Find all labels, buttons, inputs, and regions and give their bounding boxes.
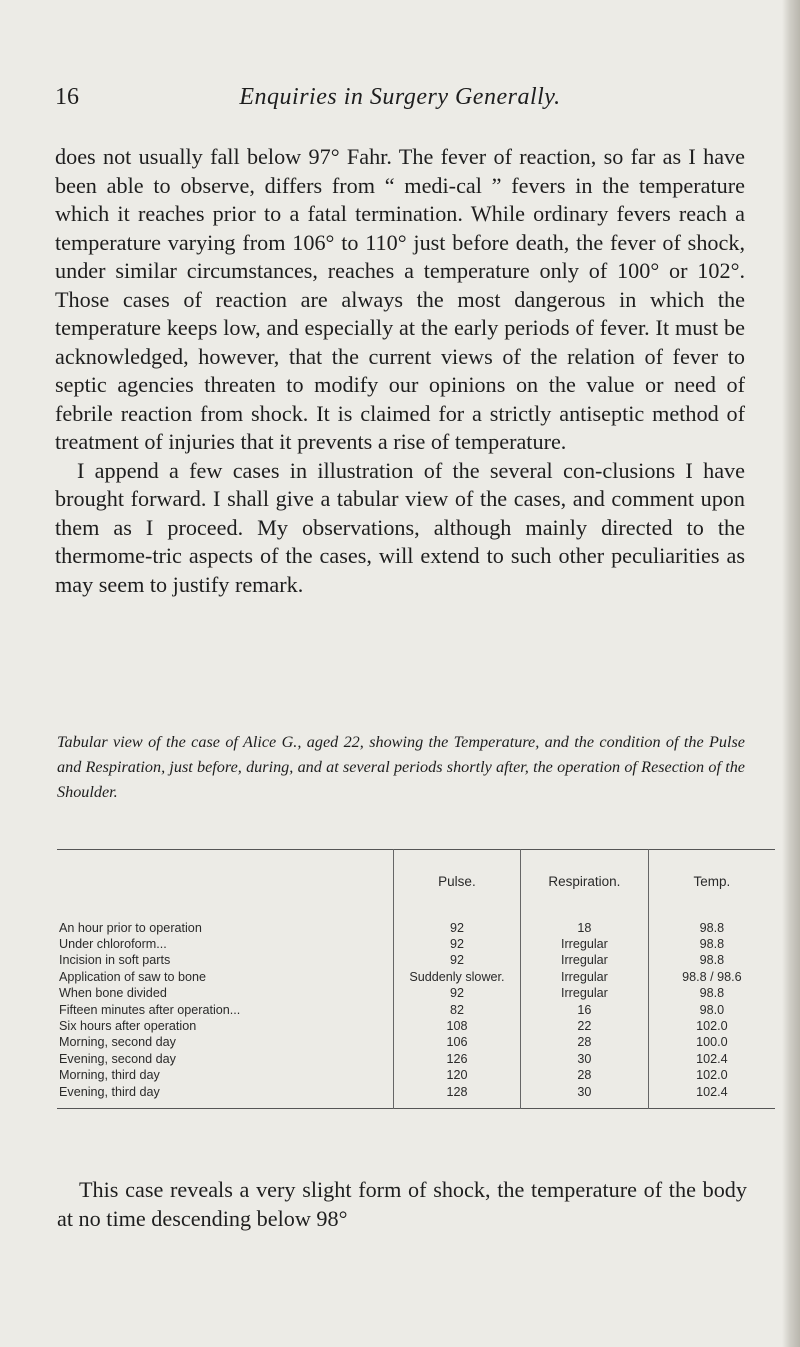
table-row: [57, 952, 775, 968]
row-pulse: 128: [393, 1084, 520, 1109]
closing-text: [57, 1176, 747, 1233]
header-pulse: Pulse.: [393, 850, 520, 914]
case-table: [57, 849, 775, 1109]
table-row: [57, 1051, 775, 1067]
row-pulse: 92: [393, 914, 520, 936]
row-pulse: 92: [393, 952, 520, 968]
running-head: Enquiries in Surgery Generally.: [239, 84, 561, 110]
row-respiration: 30: [521, 1051, 649, 1067]
row-label: When bone divided: [59, 986, 167, 1001]
row-label: Six hours after operation: [59, 1018, 197, 1033]
row-respiration: Irregular: [521, 936, 649, 952]
page-edge-shadow: [782, 0, 800, 1347]
row-label: Incision in soft parts: [59, 953, 171, 968]
row-respiration: 30: [521, 1084, 649, 1109]
row-respiration: 16: [521, 1002, 649, 1018]
row-label: Fifteen minutes after operation...: [59, 1002, 241, 1017]
row-pulse: Suddenly slower.: [393, 969, 520, 985]
body-text: [55, 143, 745, 599]
table-body: [57, 914, 775, 1109]
row-pulse: 126: [393, 1051, 520, 1067]
row-label: Morning, third day: [59, 1068, 160, 1083]
table-row: [57, 1034, 775, 1050]
paragraph-append-cases: I append a few cases in illustration of the several con-clusions I have brought forward. I shall give a tabular view of the cases, and comment upon them as I proceed. My observations, although mainly directed to the thermome-tric aspects of the cases, will extend to such other peculiarities as may seem to justify remark.: [55, 457, 745, 597]
table-row: [57, 936, 775, 952]
table-row: [57, 969, 775, 985]
row-label: An hour prior to operation: [59, 920, 202, 935]
row-respiration: Irregular: [521, 969, 649, 985]
row-temp: 98.8: [648, 914, 775, 936]
row-temp: 98.8: [648, 936, 775, 952]
row-label: Evening, third day: [59, 1084, 160, 1099]
case-table-wrapper: [57, 849, 775, 1109]
row-respiration: 18: [521, 914, 649, 936]
row-pulse: 82: [393, 1002, 520, 1018]
page-number: 16: [55, 84, 79, 110]
header-respiration: Respiration.: [521, 850, 649, 914]
row-temp: 102.0: [648, 1018, 775, 1034]
row-pulse: 120: [393, 1067, 520, 1083]
row-respiration: Irregular: [521, 952, 649, 968]
paragraph-case-reveals: This case reveals a very slight form of shock, the temperature of the body at no time descending below 98°: [57, 1177, 747, 1231]
row-pulse: 106: [393, 1034, 520, 1050]
row-respiration: Irregular: [521, 985, 649, 1001]
row-temp: 100.0: [648, 1034, 775, 1050]
header-label-cell: [57, 850, 393, 914]
table-row: [57, 914, 775, 936]
table-row: [57, 1084, 775, 1109]
row-temp: 98.8: [648, 985, 775, 1001]
row-label: Under chloroform...: [59, 936, 167, 951]
table-row: [57, 985, 775, 1001]
row-label: Evening, second day: [59, 1051, 176, 1066]
table-caption: Tabular view of the case of Alice G., aged 22, showing the Temperature, and the condition of the Pulse and Respiration, just before, during, and at several periods shortly after, the operation of Resection of the Shoulder.: [57, 733, 745, 801]
row-temp: 102.4: [648, 1084, 775, 1109]
row-temp: 98.0: [648, 1002, 775, 1018]
row-respiration: 28: [521, 1034, 649, 1050]
row-pulse: 92: [393, 985, 520, 1001]
row-temp: 102.0: [648, 1067, 775, 1083]
table-row: [57, 1002, 775, 1018]
row-pulse: 108: [393, 1018, 520, 1034]
row-pulse: 92: [393, 936, 520, 952]
row-respiration: 22: [521, 1018, 649, 1034]
row-respiration: 28: [521, 1067, 649, 1083]
row-label: Application of saw to bone: [59, 969, 207, 984]
row-temp: 98.8 / 98.6: [648, 969, 775, 985]
table-row: [57, 1018, 775, 1034]
row-temp: 98.8: [648, 952, 775, 968]
row-temp: 102.4: [648, 1051, 775, 1067]
row-label: Morning, second day: [59, 1035, 176, 1050]
paragraph-fever-of-reaction: does not usually fall below 97° Fahr. The fever of reaction, so far as I have been able to observe, differs from “ medi-cal ” fevers in the temperature which it reaches prior to a fatal termination. While ordinary fevers reach a temperature varying from 106° to 110° just before death, the fever of shock, under similar circumstances, reaches a temperature only of 100° or 102°. Those cases of reaction are always the most dangerous in which the temperature keeps low, and especially at the early periods of fever. It must be acknowledged, however, that the current views of the relation of fever to septic agencies threaten to modify our opinions on the value or need of febrile reaction from shock. It is claimed for a strictly antiseptic method of treatment of injuries that it prevents a rise of temperature.: [55, 144, 745, 454]
table-header-row: [57, 850, 775, 914]
header-temp: Temp.: [648, 850, 775, 914]
table-row: [57, 1067, 775, 1083]
page-header: [55, 84, 745, 120]
